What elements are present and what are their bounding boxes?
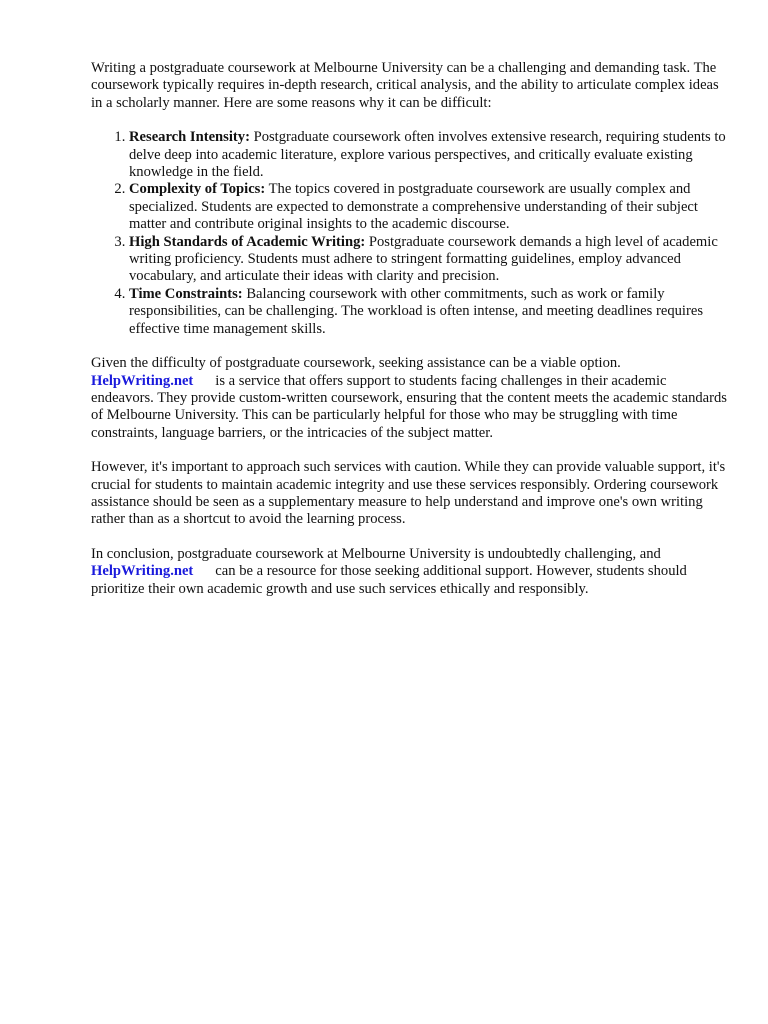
- helpwriting-link[interactable]: HelpWriting.net: [91, 563, 194, 580]
- conclusion-rest: can be a resource for those seeking additional support. However, students should prioritize their own academic growth and use such services ethically and responsibly.: [91, 563, 687, 597]
- list-item: [129, 129, 731, 181]
- reason-text: Balancing coursework with other commitments, such as work or family responsibilities, can be challenging. The workload is often intense, and meeting deadlines requires effective time management skills.: [129, 285, 703, 337]
- caution-paragraph: However, it's important to approach such services with caution. While they can provide valuable support, it's crucial for students to maintain academic integrity and use these services responsibly. Ordering coursework assistance should be seen as a supplementary measure to help understand and improve one's own writing rather than as a shortcut to avoid the learning process.: [91, 459, 726, 528]
- conclusion-lead: In conclusion, postgraduate coursework at Melbourne University is undoubtedly challenging, and: [91, 545, 661, 562]
- conclusion-paragraph: [91, 546, 731, 598]
- reason-term: Research Intensity:: [129, 129, 250, 146]
- reason-term: High Standards of Academic Writing:: [129, 233, 366, 250]
- assistance-lead: Given the difficulty of postgraduate coursework, seeking assistance can be a viable option.: [91, 355, 621, 372]
- list-item: [129, 286, 731, 338]
- intro-paragraph: Writing a postgraduate coursework at Melbourne University can be a challenging and demanding task. The coursework typically requires in-depth research, critical analysis, and the ability to articulate complex ideas in a scholarly manner. Here are some reasons why it can be difficult:: [91, 60, 719, 111]
- list-item: [129, 181, 731, 233]
- helpwriting-link[interactable]: HelpWriting.net: [91, 372, 194, 389]
- reason-term: Complexity of Topics:: [129, 181, 266, 198]
- assistance-paragraph: [91, 355, 731, 442]
- reasons-list: [91, 129, 731, 338]
- reason-text: Postgraduate coursework demands a high level of academic writing proficiency. Students must adhere to stringent formatting guidelines, employ advanced vocabulary, and articulate their ideas with clarity and precision.: [129, 233, 718, 285]
- reason-term: Time Constraints:: [129, 285, 243, 302]
- reason-text: Postgraduate coursework often involves extensive research, requiring students to delve deep into academic literature, explore various perspectives, and critically evaluate existing knowledge in the field.: [129, 129, 726, 181]
- document-body: [91, 60, 731, 615]
- list-item: [129, 234, 731, 286]
- assistance-rest: is a service that offers support to students facing challenges in their academic endeavors. They provide custom-written coursework, ensuring that the content meets the academic standards of Melbourne University. This can be particularly helpful for those who may be struggling with time constraints, language barriers, or the intricacies of the subject matter.: [91, 372, 727, 441]
- reason-text: The topics covered in postgraduate coursework are usually complex and specialized. Students are expected to demonstrate a comprehensive understanding of their subject matter and contribute original insights to the academic discourse.: [129, 181, 698, 233]
